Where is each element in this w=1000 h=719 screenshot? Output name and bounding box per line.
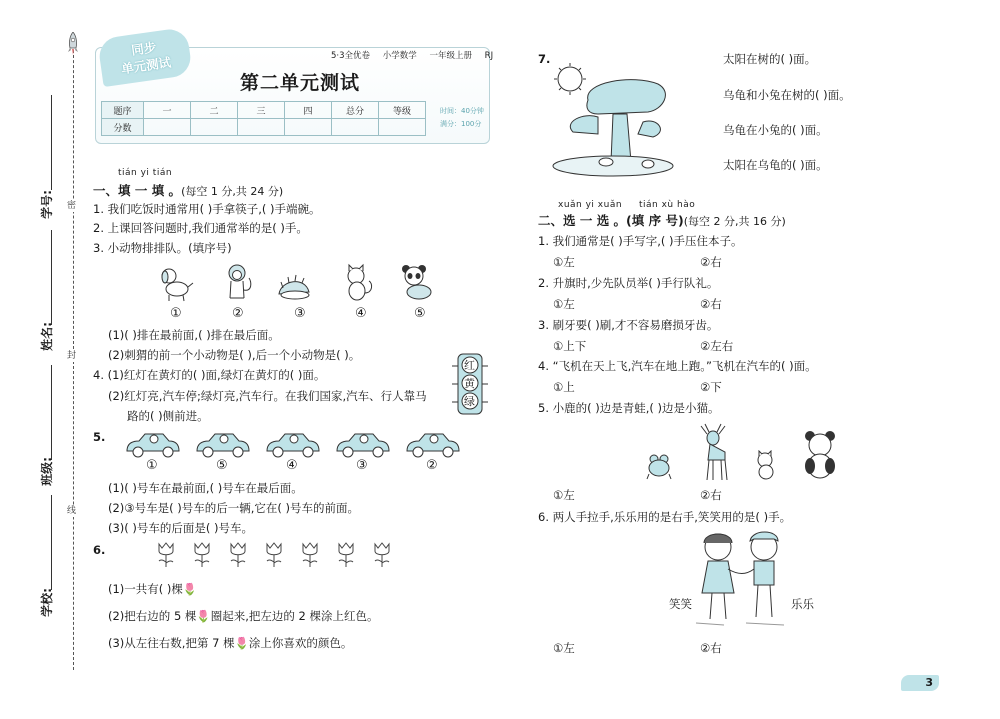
tulip-icon[interactable]	[336, 542, 356, 568]
tulip-icon[interactable]	[156, 542, 176, 568]
series-edition: RJ	[484, 51, 494, 61]
class-line[interactable]	[51, 365, 52, 460]
car-icon	[333, 431, 391, 459]
s1-q6	[93, 543, 109, 558]
s1-q4-c: 路的( )侧前进。	[127, 409, 209, 423]
series-info	[331, 49, 503, 61]
car-number: ④	[286, 458, 298, 473]
section2-pinyin1: xuǎn yi xuǎn	[558, 200, 623, 210]
q7-line3: 乌龟在小兔的( )面。	[723, 123, 828, 137]
s2-q3-opt1[interactable]: ①上下	[553, 339, 587, 353]
score-table-cell: 等级	[379, 102, 426, 119]
s1-q5-number: 5.	[93, 430, 106, 444]
s1-q6-c-text: (3)从左往右数,把第 7 棵	[108, 636, 235, 650]
rocket-icon	[66, 32, 80, 56]
panda-icon	[803, 430, 837, 480]
seal-char-mi: 密	[67, 201, 77, 211]
q7-line4: 太阳在乌龟的( )面。	[723, 158, 828, 172]
section1-title: 一、填 一 填 。	[93, 183, 182, 198]
s1-q5	[93, 430, 109, 445]
s2-q6-opt1[interactable]: ①左	[553, 641, 575, 655]
frog-icon	[646, 452, 672, 480]
q7-line2: 乌龟和小兔在树的( )面。	[723, 88, 851, 102]
school-label: 学校:	[39, 588, 54, 617]
hedgehog-icon	[275, 268, 313, 308]
s2-q5-opt2[interactable]: ②右	[700, 488, 722, 502]
deer-icon	[695, 422, 733, 482]
car-icon	[193, 431, 251, 459]
class-label: 班级:	[39, 457, 54, 486]
score-table-cell: 二	[191, 102, 238, 119]
car-number: ①	[146, 458, 158, 473]
tulip-inline-icon: 🌷	[182, 582, 198, 596]
seal-char-xian: 线	[67, 506, 77, 516]
s1-q3-b: (2)刺猬的前一个小动物是( ),后一个小动物是( )。	[108, 348, 361, 362]
light-green-label: 绿	[464, 395, 475, 408]
score-table-cell: 一	[144, 102, 191, 119]
full-score: 满分：100分	[440, 120, 482, 128]
badge-line2: 单元测试	[120, 54, 172, 77]
car-icon	[123, 431, 181, 459]
light-yellow-label: 黄	[464, 377, 475, 390]
cat-icon	[339, 263, 377, 303]
s2-q4-opt1[interactable]: ①上	[553, 380, 575, 394]
s1-q6-c-text2: 涂上你喜欢的颜色。	[248, 636, 353, 650]
student-id-label: 学号:	[39, 190, 54, 219]
s2-q5: 5. 小鹿的( )边是青蛙,( )边是小猫。	[538, 401, 720, 415]
score-input-cell[interactable]	[285, 119, 332, 136]
s2-q6: 6. 两人手拉手,乐乐用的是右手,笑笑用的是( )手。	[538, 510, 792, 524]
s1-q2: 2. 上课回答问题时,我们通常举的是( )手。	[93, 221, 308, 235]
children-holding-hands-illustration	[694, 527, 789, 627]
animal-number: ③	[294, 306, 306, 321]
school-line[interactable]	[51, 495, 52, 590]
s1-q3: 3. 小动物排排队。(填序号)	[93, 241, 232, 255]
seal-char-feng: 封	[67, 351, 77, 361]
s1-q6-b	[108, 609, 379, 624]
child-name-xiaoxiao: 笑笑	[669, 597, 692, 611]
car-icon	[403, 431, 461, 459]
tulip-icon[interactable]	[300, 542, 320, 568]
section2-heading	[538, 211, 786, 229]
score-input-cell[interactable]	[191, 119, 238, 136]
page-title: 第二单元测试	[239, 72, 360, 94]
score-table-header-row	[102, 102, 426, 119]
section2-score: (每空 2 分,共 16 分)	[683, 215, 786, 228]
score-table-cell: 总分	[332, 102, 379, 119]
panda-icon	[397, 263, 435, 303]
s2-q3: 3. 刷牙要( )刷,才不容易磨损牙齿。	[538, 318, 719, 332]
score-table-cell: 四	[285, 102, 332, 119]
s2-q6-opt2[interactable]: ②右	[700, 641, 722, 655]
name-line[interactable]	[51, 230, 52, 325]
s1-q4-a: 4. (1)红灯在黄灯的( )面,绿灯在黄灯的( )面。	[93, 368, 326, 382]
tulip-icon[interactable]	[192, 542, 212, 568]
exam-meta	[440, 105, 484, 131]
animal-number: ④	[355, 306, 367, 321]
s1-q5-b: (2)③号车是( )号车的后一辆,它在( )号车的前面。	[108, 501, 360, 515]
s2-q3-opt2[interactable]: ②左右	[700, 339, 734, 353]
traffic-light-icon	[449, 352, 491, 416]
score-table-score-row	[102, 119, 426, 136]
animal-number: ①	[170, 306, 182, 321]
s2-q2-opt1[interactable]: ①左	[553, 297, 575, 311]
score-table-cell: 题序	[102, 102, 144, 119]
s2-q1-opt1[interactable]: ①左	[553, 255, 575, 269]
tulip-inline-icon: 🌷	[234, 636, 249, 650]
series-grade: 一年级上册	[429, 51, 472, 61]
series-subject: 小学数学	[382, 51, 417, 61]
badge-line1: 同步	[130, 39, 158, 58]
score-input-cell[interactable]	[332, 119, 379, 136]
section1-score: (每空 1 分,共 24 分)	[181, 185, 284, 198]
s2-q4: 4. “飞机在天上飞,汽车在地上跑。”飞机在汽车的( )面。	[538, 359, 817, 373]
s2-q1-opt2[interactable]: ②右	[700, 255, 722, 269]
section1-pinyin: tián yi tián	[118, 168, 173, 178]
light-red-label: 红	[464, 359, 475, 372]
s2-q4-opt2[interactable]: ②下	[700, 380, 722, 394]
child-name-lele: 乐乐	[791, 597, 814, 611]
s1-q6-a	[108, 582, 197, 597]
s1-q4-b: (2)红灯亮,汽车停;绿灯亮,汽车行。在我们国家,汽车、行人靠马	[108, 389, 427, 403]
score-table-cell: 分数	[102, 119, 144, 136]
s1-q6-number: 6.	[93, 543, 106, 557]
car-icon	[263, 431, 321, 459]
s2-q1: 1. 我们通常是( )手写字,( )手压住本子。	[538, 234, 743, 248]
section2-title: 二、选 一 选 。(填 序 号)	[538, 213, 684, 228]
score-table-cell: 三	[238, 102, 285, 119]
animal-number: ②	[232, 306, 244, 321]
tulip-inline-icon: 🌷	[196, 609, 211, 623]
score-input-cell[interactable]	[144, 119, 191, 136]
car-number: ⑤	[216, 458, 228, 473]
s1-q6-b-text: (2)把右边的 5 棵	[108, 609, 197, 623]
s1-q6-c	[108, 636, 352, 651]
s2-q5-opt1[interactable]: ①左	[553, 488, 575, 502]
q7-number-text: 7.	[538, 52, 551, 66]
s1-q6-b-text2: 圈起来,把左边的 2 棵涂上红色。	[210, 609, 379, 623]
car-number: ②	[426, 458, 438, 473]
q7-line1: 太阳在树的( )面。	[723, 52, 817, 66]
s1-q1: 1. 我们吃饭时通常用( )手拿筷子,( )手端碗。	[93, 202, 321, 216]
s1-q5-a: (1)( )号车在最前面,( )号车在最后面。	[108, 481, 303, 495]
score-input-cell[interactable]	[238, 119, 285, 136]
time-limit: 时间：40分钟	[440, 107, 484, 115]
tree-scene-illustration	[543, 62, 678, 180]
student-id-line[interactable]	[51, 95, 52, 190]
score-input-cell[interactable]	[379, 119, 426, 136]
series-name: 5·3全优卷	[331, 51, 371, 61]
tulip-icon[interactable]	[372, 542, 392, 568]
animal-number: ⑤	[414, 306, 426, 321]
name-label: 姓名:	[39, 322, 54, 351]
section2-pinyin2: tián xù hào	[639, 200, 696, 210]
s1-q6-a-text: (1)一共有( )棵	[108, 582, 183, 596]
dog-icon	[157, 263, 195, 303]
tulip-icon[interactable]	[228, 542, 248, 568]
s1-q3-a: (1)( )排在最前面,( )排在最后面。	[108, 328, 280, 342]
s2-q2: 2. 升旗时,少先队员举( )手行队礼。	[538, 276, 719, 290]
score-table	[101, 101, 426, 136]
s1-q5-c: (3)( )号车的后面是( )号车。	[108, 521, 254, 535]
cat-icon	[753, 450, 779, 480]
page-number: 3	[901, 675, 939, 691]
section1-heading	[93, 181, 283, 199]
monkey-icon	[219, 262, 257, 302]
s2-q2-opt2[interactable]: ②右	[700, 297, 722, 311]
car-number: ③	[356, 458, 368, 473]
tulip-icon[interactable]	[264, 542, 284, 568]
tulip-row	[156, 542, 416, 572]
